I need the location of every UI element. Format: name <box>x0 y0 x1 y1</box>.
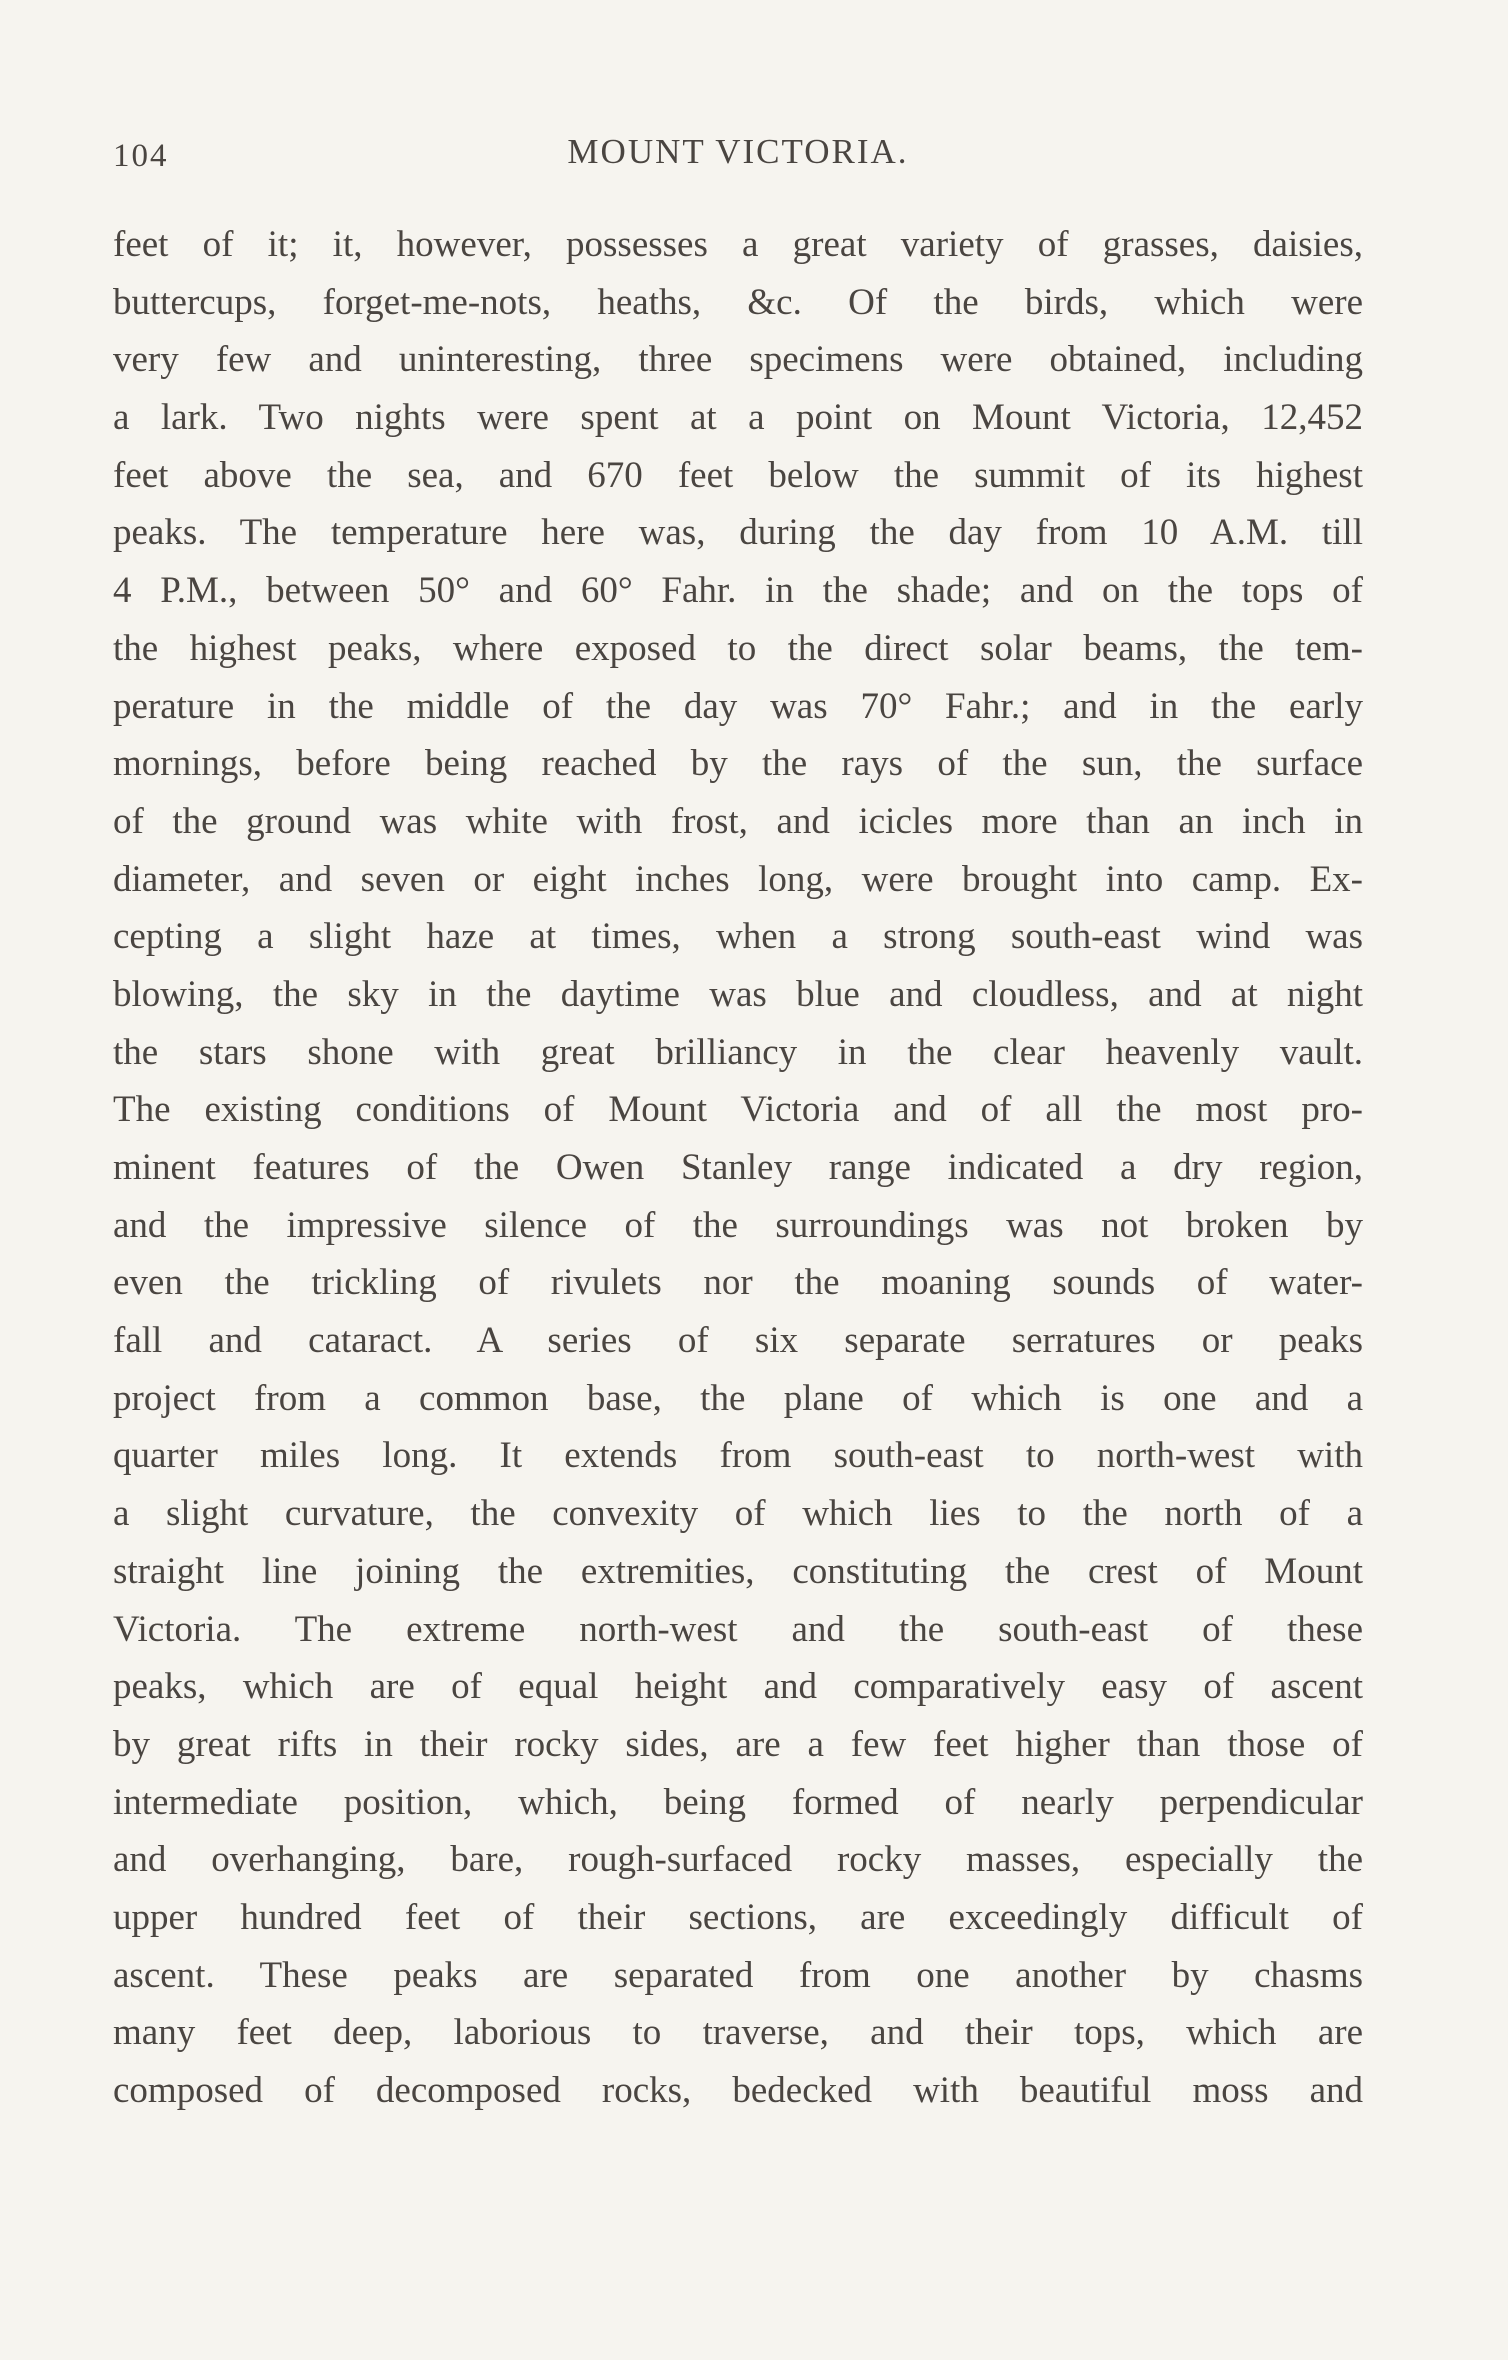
text-line: peaks, which are of equal height and comparatively easy of ascent <box>113 1666 1363 1708</box>
text-line: The existing conditions of Mount Victoria and of all the most pro- <box>113 1089 1363 1131</box>
text-line: many feet deep, laborious to traverse, and their tops, which are <box>113 2012 1363 2054</box>
body-text <box>113 216 1363 2120</box>
text-line: very few and uninteresting, three specimens were obtained, including <box>113 339 1363 381</box>
text-line: Victoria. The extreme north-west and the south-east of these <box>113 1608 1363 1650</box>
text-line: feet of it; it, however, possesses a great variety of grasses, daisies, <box>113 224 1363 265</box>
text-line: 4 P.M., between 50° and 60° Fahr. in the shade; and on the tops of <box>113 570 1363 612</box>
text-line: fall and cataract. A series of six separate serratures or peaks <box>113 1320 1363 1362</box>
text-line: upper hundred feet of their sections, are exceedingly difficult of <box>113 1896 1363 1938</box>
text-line: ascent. These peaks are separated from one another by chasms <box>113 1954 1363 1996</box>
text-line: blowing, the sky in the daytime was blue and cloudless, and at night <box>113 973 1363 1015</box>
text-line: diameter, and seven or eight inches long, were brought into camp. Ex- <box>113 858 1363 900</box>
text-line: quarter miles long. It extends from south-east to north-west with <box>113 1435 1363 1477</box>
text-line: composed of decomposed rocks, bedecked with beautiful moss and <box>113 2070 1363 2111</box>
text-line: buttercups, forget-me-nots, heaths, &c. Of the birds, which were <box>113 281 1363 323</box>
text-line: minent features of the Owen Stanley range indicated a dry region, <box>113 1147 1363 1188</box>
text-line: intermediate position, which, being formed of nearly perpendicular <box>113 1781 1363 1823</box>
text-line: of the ground was white with frost, and icicles more than an inch in <box>113 800 1363 842</box>
page-number: 104 <box>113 138 169 174</box>
text-line: feet above the sea, and 670 feet below the summit of its highest <box>113 454 1363 496</box>
text-line: even the trickling of rivulets nor the moaning sounds of water- <box>113 1262 1363 1304</box>
text-line: mornings, before being reached by the rays of the sun, the surface <box>113 743 1363 785</box>
page-header <box>113 132 1363 182</box>
text-line: cepting a slight haze at times, when a strong south-east wind was <box>113 916 1363 958</box>
running-title: MOUNT VICTORIA. <box>567 132 909 171</box>
text-line: project from a common base, the plane of which is one and a <box>113 1377 1363 1419</box>
text-line: and overhanging, bare, rough-surfaced rocky masses, especially the <box>113 1839 1363 1881</box>
text-line: straight line joining the extremities, constituting the crest of Mount <box>113 1550 1363 1592</box>
text-line: the highest peaks, where exposed to the direct solar beams, the tem- <box>113 627 1363 669</box>
text-line: and the impressive silence of the surroundings was not broken by <box>113 1204 1363 1246</box>
text-line: a slight curvature, the convexity of which lies to the north of a <box>113 1493 1363 1535</box>
text-line: by great rifts in their rocky sides, are a few feet higher than those of <box>113 1723 1363 1765</box>
text-line: the stars shone with great brilliancy in the clear heavenly vault. <box>113 1031 1363 1073</box>
text-line: peaks. The temperature here was, during the day from 10 A.M. till <box>113 512 1363 554</box>
text-line: perature in the middle of the day was 70° Fahr.; and in the early <box>113 685 1363 727</box>
text-line: a lark. Two nights were spent at a point on Mount Victoria, 12,452 <box>113 397 1363 439</box>
